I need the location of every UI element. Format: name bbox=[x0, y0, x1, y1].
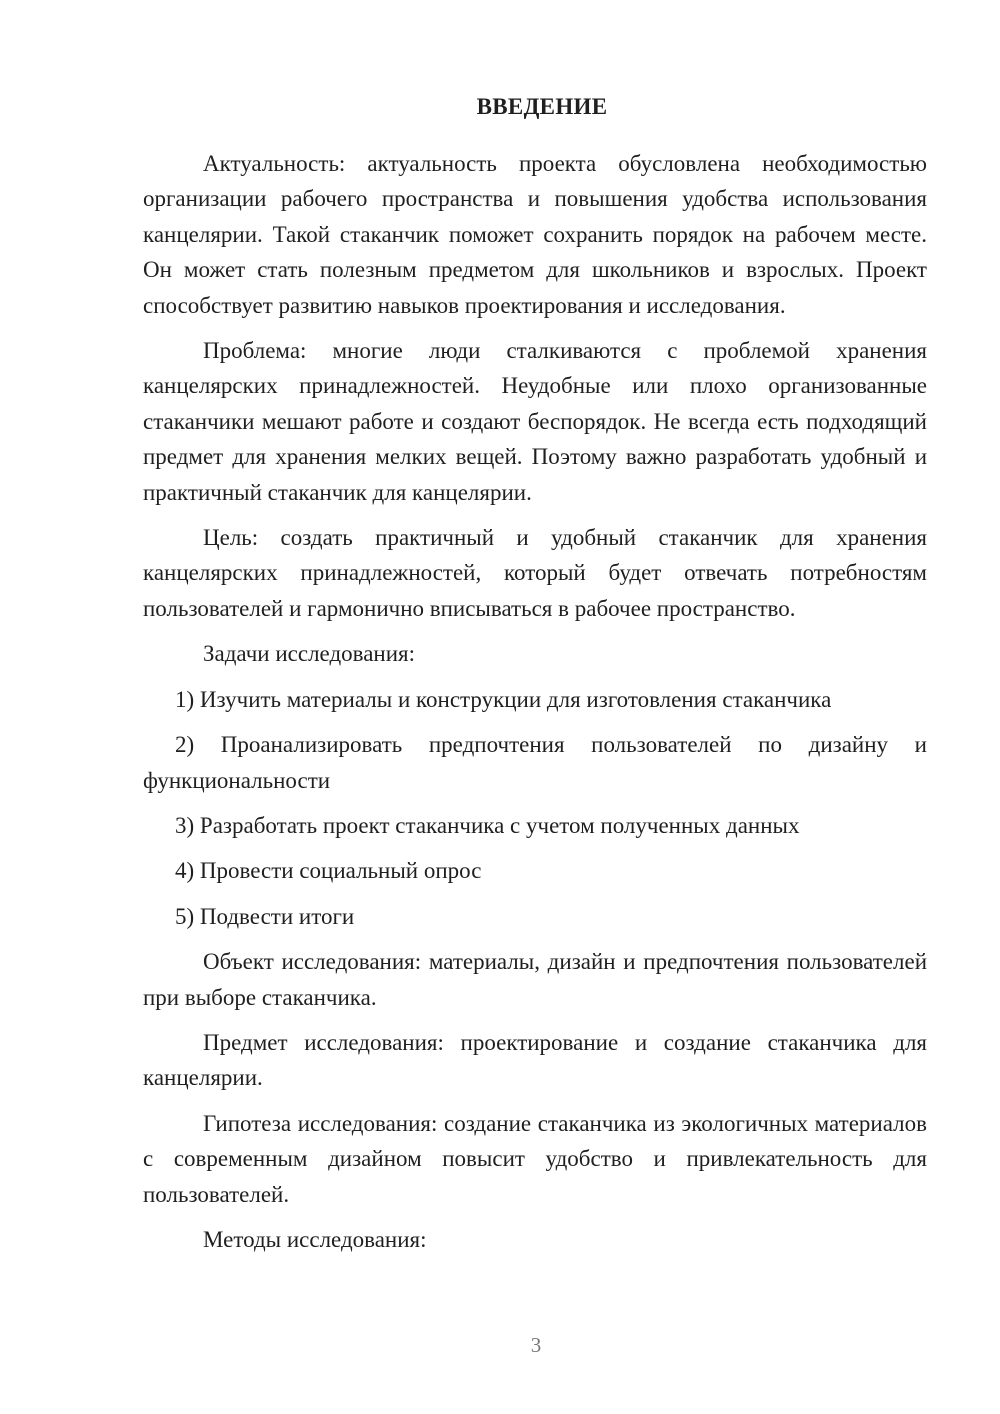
tasks-heading: Задачи исследования: bbox=[203, 641, 416, 667]
task-item-4: 4) Провести социальный опрос bbox=[175, 858, 482, 884]
task-item-1: 1) Изучить материалы и конструкции для изготовления стаканчика bbox=[175, 686, 832, 712]
task-item-2: 2) Проанализировать предпочтения пользователей по дизайну и функциональности bbox=[143, 732, 927, 793]
paragraph-relevance: Актуальность: актуальность проекта обусловлена необходимостью организации рабочего пространства и повышения удобства использования канцелярии. Такой стаканчик поможет сохранить порядок на рабочем месте. Он может стать полезным предметом для школьников и взрослых. Проект способствует развитию навыков проектирования и исследования. bbox=[143, 151, 927, 318]
paragraph-subject: Предмет исследования: проектирование и создание стаканчика для канцелярии. bbox=[143, 1029, 927, 1091]
document-page bbox=[143, 92, 927, 1267]
paragraph-object: Объект исследования: материалы, дизайн и предпочтения пользователей при выборе стаканчика. bbox=[143, 949, 927, 1010]
task-item-3: 3) Разработать проект стаканчика с учетом полученных данных bbox=[175, 812, 800, 838]
paragraph-goal: Цель: создать практичный и удобный стаканчик для хранения канцелярских принадлежностей, который будет отвечать потребностям пользователей и гармонично вписываться в рабочее пространство. bbox=[143, 525, 927, 621]
paragraph-problem: Проблема: многие люди сталкиваются с проблемой хранения канцелярских принадлежностей. Неудобные или плохо организованные стаканчики мешают работе и создают беспорядок. Не всегда есть подходящий предмет для хранения мелких вещей. Поэтому важно разработать удобный и практичный стаканчик для канцелярии. bbox=[143, 338, 927, 505]
methods-heading: Методы исследования: bbox=[203, 1226, 427, 1252]
task-item-5: 5) Подвести итоги bbox=[175, 903, 355, 929]
section-title: ВВЕДЕНИЕ bbox=[476, 94, 608, 119]
page-number: 3 bbox=[530, 1333, 542, 1357]
paragraph-hypothesis: Гипотеза исследования: создание стаканчика из экологичных материалов с современным дизайном повысит удобство и привлекательность для пользователей. bbox=[143, 1110, 927, 1207]
